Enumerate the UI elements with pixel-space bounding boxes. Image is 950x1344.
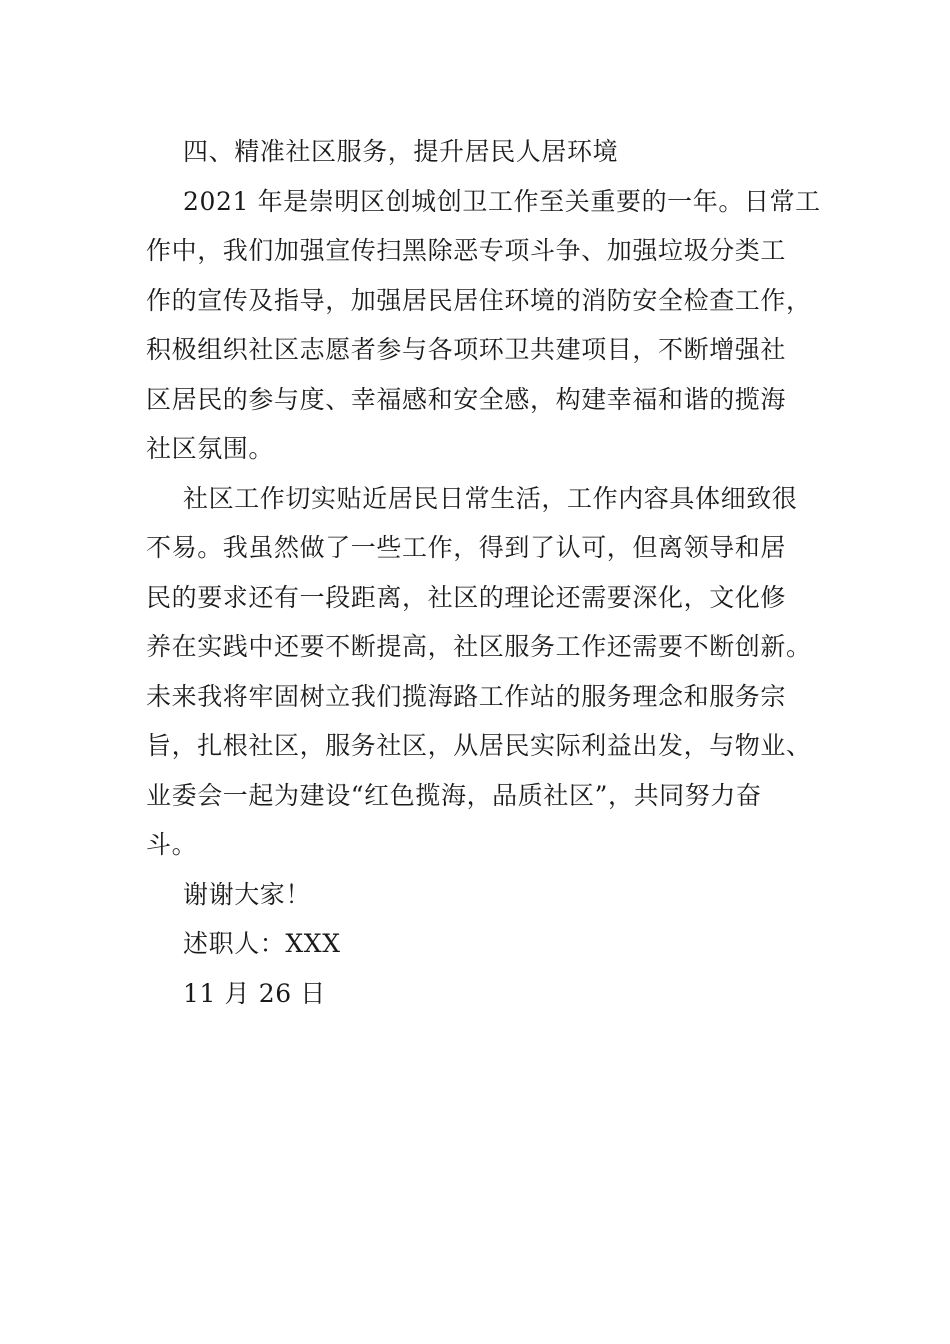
paragraph-line: 区居民的参与度、幸福感和安全感，构建幸福和谐的揽海 <box>146 384 787 414</box>
paragraph-line: 未来我将牢固树立我们揽海路工作站的服务理念和服务宗 <box>146 681 787 711</box>
paragraph-1 <box>146 177 821 474</box>
paragraph-line: 旨，扎根社区，服务社区，从居民实际利益出发，与物业、 <box>146 731 812 760</box>
date-line: 11 月 26 日 <box>183 978 326 1008</box>
paragraph-2 <box>146 474 812 870</box>
paragraph-line: 社区工作切实贴近居民日常生活，工作内容具体细致很 <box>183 483 798 513</box>
paragraph-line: 不易。我虽然做了一些工作，得到了认可，但离领导和居 <box>146 533 787 562</box>
paragraph-line: 斗。 <box>146 830 198 859</box>
paragraph-line: 业委会一起为建设“红色揽海，品质社区”，共同努力奋 <box>146 780 762 810</box>
paragraph-line: 社区氛围。 <box>146 434 275 463</box>
paragraph-line: 2021 年是崇明区创城创卫工作至关重要的一年。日常工 <box>183 186 821 216</box>
paragraph-line: 作中，我们加强宣传扫黑除恶专项斗争、加强垃圾分类工 <box>146 236 787 265</box>
signature-line: 述职人：XXX <box>183 929 341 958</box>
paragraph-line: 作的宣传及指导，加强居民居住环境的消防安全检查工作， <box>146 285 812 315</box>
paragraph-line: 积极组织社区志愿者参与各项环卫共建项目，不断增强社 <box>146 335 787 364</box>
closing-thanks: 谢谢大家！ <box>183 879 312 909</box>
document-body <box>146 127 821 1018</box>
paragraph-line: 养在实践中还要不断提高，社区服务工作还需要不断创新。 <box>146 632 812 661</box>
paragraph-line: 民的要求还有一段距离，社区的理论还需要深化，文化修 <box>146 582 787 612</box>
section-heading: 四、精准社区服务，提升居民人居环境 <box>183 137 619 166</box>
